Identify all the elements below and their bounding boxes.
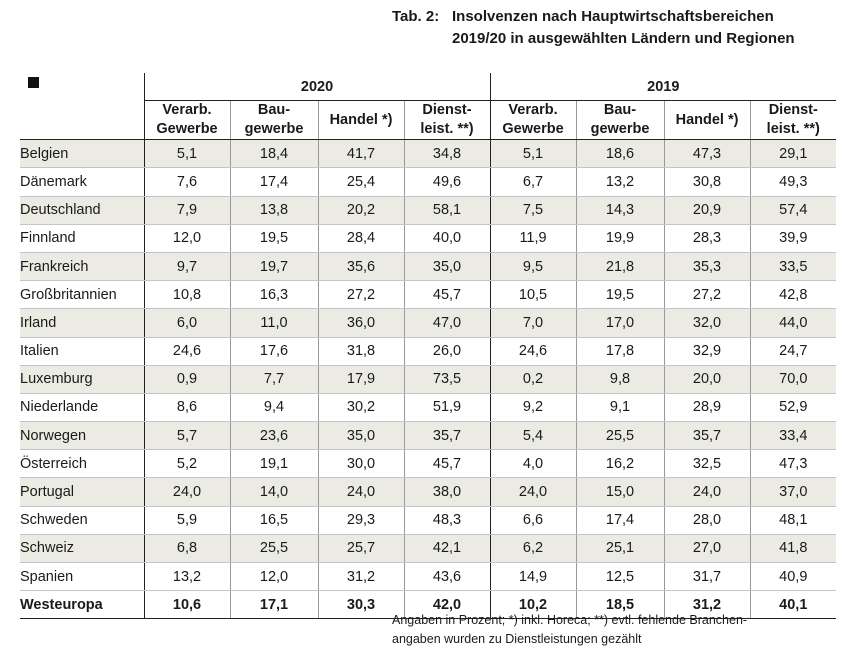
value-cell: 70,0 bbox=[750, 365, 836, 393]
value-cell: 33,5 bbox=[750, 252, 836, 280]
value-cell: 14,9 bbox=[490, 563, 576, 591]
column-header-row bbox=[20, 101, 836, 140]
table-number: Tab. 2: bbox=[392, 8, 440, 25]
table-row bbox=[20, 337, 836, 365]
value-cell: 45,7 bbox=[404, 281, 490, 309]
value-cell: 24,6 bbox=[490, 337, 576, 365]
value-cell: 33,4 bbox=[750, 422, 836, 450]
footnote-line-1: Angaben in Prozent; *) inkl. Horeca; **) evtl. fehlende Branchen- bbox=[392, 613, 748, 627]
table-row bbox=[20, 281, 836, 309]
value-cell: 6,0 bbox=[144, 309, 230, 337]
value-cell: 34,8 bbox=[404, 140, 490, 168]
value-cell: 27,2 bbox=[318, 281, 404, 309]
value-cell: 40,0 bbox=[404, 224, 490, 252]
marker-cell bbox=[20, 73, 144, 101]
value-cell: 19,1 bbox=[230, 450, 318, 478]
table-row bbox=[20, 506, 836, 534]
value-cell: 48,1 bbox=[750, 506, 836, 534]
footnote-line-2: angaben wurden zu Dienstleistungen gezählt bbox=[392, 632, 642, 646]
value-cell: 17,0 bbox=[576, 309, 664, 337]
year-2019-header: 2019 bbox=[490, 73, 836, 101]
country-cell: Dänemark bbox=[20, 168, 144, 196]
value-cell: 17,9 bbox=[318, 365, 404, 393]
value-cell: 35,7 bbox=[664, 422, 750, 450]
col-header-verarb-2019: Verarb. Gewerbe bbox=[490, 101, 576, 140]
value-cell: 35,0 bbox=[318, 422, 404, 450]
country-cell: Finnland bbox=[20, 224, 144, 252]
value-cell: 30,8 bbox=[664, 168, 750, 196]
table-row bbox=[20, 478, 836, 506]
table-row bbox=[20, 224, 836, 252]
value-cell: 18,4 bbox=[230, 140, 318, 168]
value-cell: 35,6 bbox=[318, 252, 404, 280]
value-cell: 17,6 bbox=[230, 337, 318, 365]
value-cell: 5,7 bbox=[144, 422, 230, 450]
value-cell: 38,0 bbox=[404, 478, 490, 506]
country-cell: Italien bbox=[20, 337, 144, 365]
country-cell: Schweden bbox=[20, 506, 144, 534]
value-cell: 24,0 bbox=[144, 478, 230, 506]
country-cell: Schweiz bbox=[20, 534, 144, 562]
value-cell: 24,0 bbox=[318, 478, 404, 506]
value-cell: 17,1 bbox=[230, 591, 318, 619]
value-cell: 25,1 bbox=[576, 534, 664, 562]
value-cell: 7,0 bbox=[490, 309, 576, 337]
table-row bbox=[20, 393, 836, 421]
country-cell: Irland bbox=[20, 309, 144, 337]
value-cell: 9,1 bbox=[576, 393, 664, 421]
value-cell: 13,8 bbox=[230, 196, 318, 224]
value-cell: 9,5 bbox=[490, 252, 576, 280]
col-header-dienst-2020: Dienst- leist. **) bbox=[404, 101, 490, 140]
value-cell: 18,6 bbox=[576, 140, 664, 168]
value-cell: 47,0 bbox=[404, 309, 490, 337]
table-row bbox=[20, 450, 836, 478]
value-cell: 24,7 bbox=[750, 337, 836, 365]
value-cell: 35,7 bbox=[404, 422, 490, 450]
value-cell: 24,0 bbox=[490, 478, 576, 506]
value-cell: 40,1 bbox=[750, 591, 836, 619]
table-row bbox=[20, 168, 836, 196]
insolvency-table bbox=[20, 73, 836, 619]
country-cell: Westeuropa bbox=[20, 591, 144, 619]
value-cell: 16,5 bbox=[230, 506, 318, 534]
year-2020-header: 2020 bbox=[144, 73, 490, 101]
value-cell: 35,0 bbox=[404, 252, 490, 280]
value-cell: 31,7 bbox=[664, 563, 750, 591]
value-cell: 11,9 bbox=[490, 224, 576, 252]
value-cell: 73,5 bbox=[404, 365, 490, 393]
value-cell: 20,9 bbox=[664, 196, 750, 224]
value-cell: 7,7 bbox=[230, 365, 318, 393]
value-cell: 10,6 bbox=[144, 591, 230, 619]
value-cell: 15,0 bbox=[576, 478, 664, 506]
country-cell: Niederlande bbox=[20, 393, 144, 421]
value-cell: 32,9 bbox=[664, 337, 750, 365]
country-cell: Frankreich bbox=[20, 252, 144, 280]
table-body bbox=[20, 140, 836, 619]
value-cell: 39,9 bbox=[750, 224, 836, 252]
title-line-1: Insolvenzen nach Hauptwirtschaftsbereichen bbox=[452, 8, 774, 25]
value-cell: 47,3 bbox=[750, 450, 836, 478]
value-cell: 14,0 bbox=[230, 478, 318, 506]
value-cell: 35,3 bbox=[664, 252, 750, 280]
value-cell: 25,4 bbox=[318, 168, 404, 196]
value-cell: 30,3 bbox=[318, 591, 404, 619]
table-row bbox=[20, 140, 836, 168]
value-cell: 5,1 bbox=[144, 140, 230, 168]
value-cell: 11,0 bbox=[230, 309, 318, 337]
value-cell: 27,0 bbox=[664, 534, 750, 562]
col-header-dienst-2019: Dienst- leist. **) bbox=[750, 101, 836, 140]
table-row bbox=[20, 563, 836, 591]
value-cell: 44,0 bbox=[750, 309, 836, 337]
value-cell: 6,2 bbox=[490, 534, 576, 562]
value-cell: 6,6 bbox=[490, 506, 576, 534]
value-cell: 9,7 bbox=[144, 252, 230, 280]
value-cell: 37,0 bbox=[750, 478, 836, 506]
value-cell: 19,5 bbox=[230, 224, 318, 252]
value-cell: 21,8 bbox=[576, 252, 664, 280]
value-cell: 20,0 bbox=[664, 365, 750, 393]
value-cell: 7,6 bbox=[144, 168, 230, 196]
value-cell: 31,8 bbox=[318, 337, 404, 365]
value-cell: 42,0 bbox=[404, 591, 490, 619]
value-cell: 8,6 bbox=[144, 393, 230, 421]
country-cell: Deutschland bbox=[20, 196, 144, 224]
value-cell: 43,6 bbox=[404, 563, 490, 591]
value-cell: 10,8 bbox=[144, 281, 230, 309]
value-cell: 5,9 bbox=[144, 506, 230, 534]
value-cell: 28,4 bbox=[318, 224, 404, 252]
square-marker-icon bbox=[28, 77, 39, 88]
value-cell: 28,3 bbox=[664, 224, 750, 252]
value-cell: 5,4 bbox=[490, 422, 576, 450]
col-header-handel-2019: Handel *) bbox=[664, 101, 750, 140]
table-row bbox=[20, 534, 836, 562]
value-cell: 9,4 bbox=[230, 393, 318, 421]
value-cell: 25,5 bbox=[230, 534, 318, 562]
value-cell: 51,9 bbox=[404, 393, 490, 421]
value-cell: 10,2 bbox=[490, 591, 576, 619]
country-cell: Norwegen bbox=[20, 422, 144, 450]
value-cell: 7,5 bbox=[490, 196, 576, 224]
value-cell: 18,5 bbox=[576, 591, 664, 619]
value-cell: 6,7 bbox=[490, 168, 576, 196]
table-row bbox=[20, 196, 836, 224]
value-cell: 47,3 bbox=[664, 140, 750, 168]
table-row bbox=[20, 309, 836, 337]
footnote bbox=[392, 611, 812, 649]
value-cell: 23,6 bbox=[230, 422, 318, 450]
value-cell: 7,9 bbox=[144, 196, 230, 224]
value-cell: 10,5 bbox=[490, 281, 576, 309]
value-cell: 29,3 bbox=[318, 506, 404, 534]
col-header-handel-2020: Handel *) bbox=[318, 101, 404, 140]
value-cell: 9,8 bbox=[576, 365, 664, 393]
table-row bbox=[20, 422, 836, 450]
value-cell: 24,0 bbox=[664, 478, 750, 506]
value-cell: 40,9 bbox=[750, 563, 836, 591]
value-cell: 28,9 bbox=[664, 393, 750, 421]
value-cell: 13,2 bbox=[576, 168, 664, 196]
value-cell: 52,9 bbox=[750, 393, 836, 421]
value-cell: 42,8 bbox=[750, 281, 836, 309]
country-cell: Portugal bbox=[20, 478, 144, 506]
value-cell: 45,7 bbox=[404, 450, 490, 478]
col-header-bau-2020: Bau- gewerbe bbox=[230, 101, 318, 140]
value-cell: 58,1 bbox=[404, 196, 490, 224]
value-cell: 27,2 bbox=[664, 281, 750, 309]
value-cell: 31,2 bbox=[664, 591, 750, 619]
value-cell: 9,2 bbox=[490, 393, 576, 421]
value-cell: 48,3 bbox=[404, 506, 490, 534]
value-cell: 19,5 bbox=[576, 281, 664, 309]
value-cell: 12,5 bbox=[576, 563, 664, 591]
value-cell: 5,1 bbox=[490, 140, 576, 168]
col-header-bau-2019: Bau- gewerbe bbox=[576, 101, 664, 140]
country-cell: Belgien bbox=[20, 140, 144, 168]
value-cell: 20,2 bbox=[318, 196, 404, 224]
country-cell: Großbritannien bbox=[20, 281, 144, 309]
value-cell: 41,8 bbox=[750, 534, 836, 562]
value-cell: 13,2 bbox=[144, 563, 230, 591]
value-cell: 5,2 bbox=[144, 450, 230, 478]
value-cell: 25,7 bbox=[318, 534, 404, 562]
value-cell: 42,1 bbox=[404, 534, 490, 562]
table-row bbox=[20, 252, 836, 280]
value-cell: 17,4 bbox=[230, 168, 318, 196]
value-cell: 57,4 bbox=[750, 196, 836, 224]
table-title bbox=[392, 6, 795, 50]
value-cell: 19,7 bbox=[230, 252, 318, 280]
value-cell: 36,0 bbox=[318, 309, 404, 337]
value-cell: 29,1 bbox=[750, 140, 836, 168]
title-line-2: 2019/20 in ausgewählten Ländern und Regionen bbox=[452, 30, 795, 47]
value-cell: 41,7 bbox=[318, 140, 404, 168]
value-cell: 16,2 bbox=[576, 450, 664, 478]
value-cell: 4,0 bbox=[490, 450, 576, 478]
value-cell: 16,3 bbox=[230, 281, 318, 309]
country-cell: Luxemburg bbox=[20, 365, 144, 393]
value-cell: 12,0 bbox=[230, 563, 318, 591]
value-cell: 32,5 bbox=[664, 450, 750, 478]
value-cell: 0,9 bbox=[144, 365, 230, 393]
value-cell: 26,0 bbox=[404, 337, 490, 365]
year-header-row bbox=[20, 73, 836, 101]
value-cell: 6,8 bbox=[144, 534, 230, 562]
value-cell: 28,0 bbox=[664, 506, 750, 534]
value-cell: 17,4 bbox=[576, 506, 664, 534]
value-cell: 30,0 bbox=[318, 450, 404, 478]
value-cell: 25,5 bbox=[576, 422, 664, 450]
value-cell: 0,2 bbox=[490, 365, 576, 393]
value-cell: 49,6 bbox=[404, 168, 490, 196]
value-cell: 14,3 bbox=[576, 196, 664, 224]
value-cell: 12,0 bbox=[144, 224, 230, 252]
country-header-empty bbox=[20, 101, 144, 140]
value-cell: 17,8 bbox=[576, 337, 664, 365]
country-cell: Österreich bbox=[20, 450, 144, 478]
col-header-verarb-2020: Verarb. Gewerbe bbox=[144, 101, 230, 140]
value-cell: 32,0 bbox=[664, 309, 750, 337]
table-row bbox=[20, 365, 836, 393]
value-cell: 49,3 bbox=[750, 168, 836, 196]
value-cell: 19,9 bbox=[576, 224, 664, 252]
value-cell: 30,2 bbox=[318, 393, 404, 421]
value-cell: 31,2 bbox=[318, 563, 404, 591]
country-cell: Spanien bbox=[20, 563, 144, 591]
value-cell: 24,6 bbox=[144, 337, 230, 365]
